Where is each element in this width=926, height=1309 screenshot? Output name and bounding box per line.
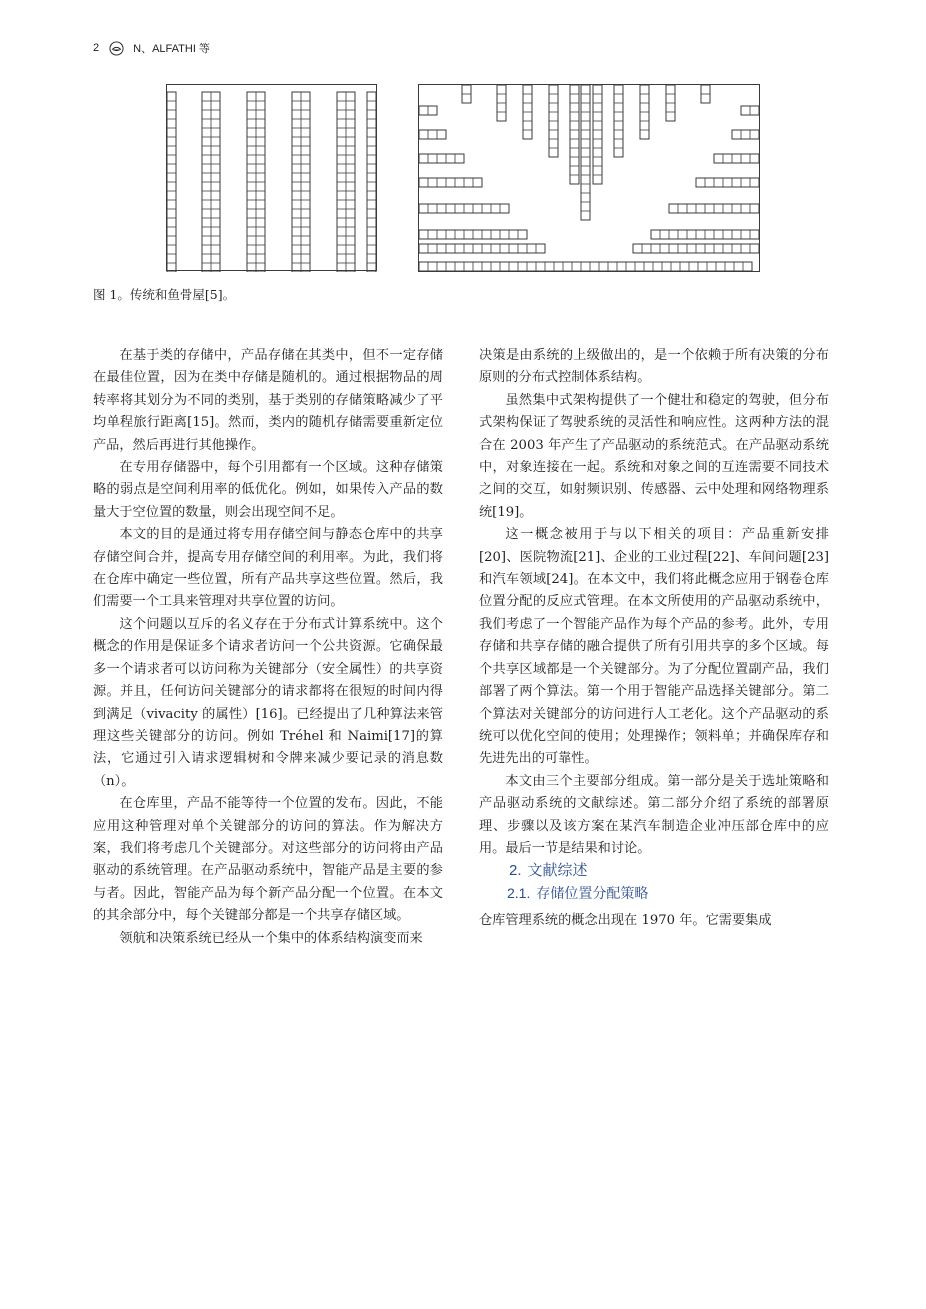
section-number: 2. <box>509 862 522 880</box>
fishbone-bottom-rack <box>419 262 752 271</box>
fishbone-vertical-rack <box>593 85 602 184</box>
fishbone-horizontal-rack-cells <box>428 244 536 253</box>
traditional-rack-cells <box>247 92 265 272</box>
fishbone-horizontal-rack <box>696 178 759 187</box>
body-paragraph: 在专用存储器中，每个引用都有一个区域。这种存储策略的弱点是空间利用率的低优化。例如，如果传入产品的数量大于空位置的数量，则会出现空间不足。 <box>93 460 443 520</box>
fishbone-vertical-rack-cells <box>497 94 506 112</box>
subsection-number: 2.1. <box>507 885 531 902</box>
body-paragraph: 在仓库里，产品不能等待一个位置的发布。因此，不能应用这种管理对单个关键部分的访问的算法。作为解决方案，我们将考虑几个关键部分。对这些部分的访问将由产品驱动的系统管理。在产品驱动系统中，智能产品是主要的参与者。因此，智能产品为每个新产品分配一个位置。在本文的其余部分中，每个关键部分都是一个共享存储区域。 <box>93 796 443 924</box>
fishbone-bottom-rack-cells <box>428 262 743 271</box>
body-paragraph: 本文由三个主要部分组成。第一部分是关于选址策略和产品驱动系统的文献综述。第二部分介绍了系统的部署原理、步骤以及该方案在某汽车制造企业冲压部仓库中的应用。最后一节是结果和讨论。 <box>479 773 829 856</box>
fishbone-horizontal-rack-cells <box>741 130 750 139</box>
fishbone-vertical-rack-cells <box>549 94 558 148</box>
traditional-rack-cells <box>337 92 355 272</box>
section-heading <box>479 860 829 882</box>
fishbone-horizontal-rack <box>714 154 759 163</box>
subsection-title: 存储位置分配策略 <box>536 885 649 902</box>
body-paragraph: 在基于类的存储中，产品存储在其类中，但不一定存储在最佳位置，因为在类中存储是随机的。通过根据物品的周转率将其划分为不同的类别，基于类别的存储策略减少了平均单程旅行距离[15]。然而，类内的随机存储需要重新定位产品，然后再进行其他操作。 <box>93 348 443 453</box>
header-authors: N、ALFATHI 等 <box>133 43 210 55</box>
body-paragraph: 仓库管理系统的概念出现在 1970 年。它需要集成 <box>479 913 772 929</box>
fishbone-vertical-rack-cells <box>570 94 579 175</box>
fishbone-vertical-rack-cells <box>593 94 602 175</box>
fishbone-centre-rack-cells <box>581 94 590 211</box>
fishbone-horizontal-rack <box>732 130 759 139</box>
publisher-logo-icon <box>109 41 124 56</box>
fishbone-horizontal-rack-cells <box>678 204 750 213</box>
page-number: 2 <box>93 42 100 54</box>
fishbone-vertical-rack-cells <box>640 94 649 130</box>
traditional-rack-cells <box>367 101 376 263</box>
fishbone-horizontal-rack <box>419 130 446 139</box>
right-column <box>479 345 829 933</box>
fishbone-horizontal-rack-cells <box>428 130 437 139</box>
fishbone-vertical-rack <box>570 85 579 184</box>
fishbone-horizontal-rack-cells <box>428 154 455 163</box>
fishbone-horizontal-rack-cells <box>660 230 750 239</box>
body-paragraph: 这一概念被用于与以下相关的项目：产品重新安排[20]、医院物流[21]、企业的工业过程[22]、车间问题[23]和汽车领域[24]。在本文中，我们将此概念应用于钢卷仓库位置分配的反应式管理。在本文所使用的产品驱动系统中，我们考虑了一个智能产品作为每个产品的参考。此外，专用存储和共享存储的融合提供了所有引用共享的多个区域。每个共享区域都是一个关键部分。为了分配位置副产品，我们部署了两个算法。第一个用于智能产品选择关键部分。第二个算法对关键部分的访问进行人工老化。这个产品驱动的系统可以优化空间的使用；处理操作；领料单；并确保库存和先进先出的可靠性。 <box>479 527 829 767</box>
body-paragraph-continued: 决策是由系统的上级做出的，是一个依赖于所有决策的分布原则的分布式控制体系结构。 <box>479 348 829 386</box>
figure-1 <box>166 84 760 272</box>
fishbone-horizontal-rack-cells <box>428 204 500 213</box>
fishbone-horizontal-rack-cells <box>428 230 518 239</box>
body-paragraph: 这个问题以互斥的名义存在于分布式计算系统中。这个概念的作用是保证多个请求者访问一个公共资源。它确保最多一个请求者可以访问称为关键部分（安全属性）的共享资源。并且，任何访问关键部分的请求都将在很短的时间内得到满足（vivacity 的属性）[16]。已经提出了几种算法来管理这些关键部分的访问。例如 Tréhel 和 Naimi[17]的算法，它通过引入请求逻辑树和令牌来减少要记录的消息数（n）。 <box>93 616 443 789</box>
traditional-rack-cells <box>202 92 220 272</box>
traditional-layout-frame <box>167 85 377 271</box>
fishbone-vertical-rack-cells <box>614 94 623 148</box>
fishbone-horizontal-rack-cells <box>723 154 750 163</box>
fishbone-horizontal-rack-cells <box>705 178 750 187</box>
figure-caption: 图 1。传统和鱼骨屋[5]。 <box>93 287 236 302</box>
fishbone-horizontal-rack-cells <box>642 244 750 253</box>
body-paragraph: 虽然集中式架构提供了一个健壮和稳定的驾驶，但分布式架构保证了驾驶系统的灵活性和响应性。这两种方法的混合在 2003 年产生了产品驱动的系统范式。在产品驱动系统中，对象连接在一起。系统和对象之间的互连需要不同技术之间的交互，如射频识别、传感器、云中处理和网络物理系统[19]。 <box>479 392 829 520</box>
left-column <box>93 345 443 950</box>
fishbone-horizontal-rack <box>419 178 482 187</box>
traditional-rack-cells <box>167 101 176 263</box>
running-header <box>93 38 210 58</box>
traditional-rack-cells <box>292 92 310 272</box>
warehouse-layouts-illustration <box>166 84 760 272</box>
fishbone-horizontal-rack <box>419 154 464 163</box>
fishbone-horizontal-rack-cells <box>428 178 473 187</box>
body-paragraph: 领航和决策系统已经从一个集中的体系结构演变而来 <box>119 930 423 946</box>
subsection-heading <box>479 882 829 904</box>
fishbone-centre-rack <box>581 85 590 220</box>
fishbone-vertical-rack-cells <box>523 94 532 130</box>
section-title: 文献综述 <box>527 862 588 880</box>
fishbone-vertical-rack-cells <box>666 94 675 112</box>
body-paragraph: 本文的目的是通过将专用存储空间与静态仓库中的共享存储空间合并，提高专用存储空间的利用率。为此，我们将在仓库中确定一些位置，所有产品共享这些位置。然后，我们需要一个工具来管理对共享位置的访问。 <box>93 527 443 610</box>
